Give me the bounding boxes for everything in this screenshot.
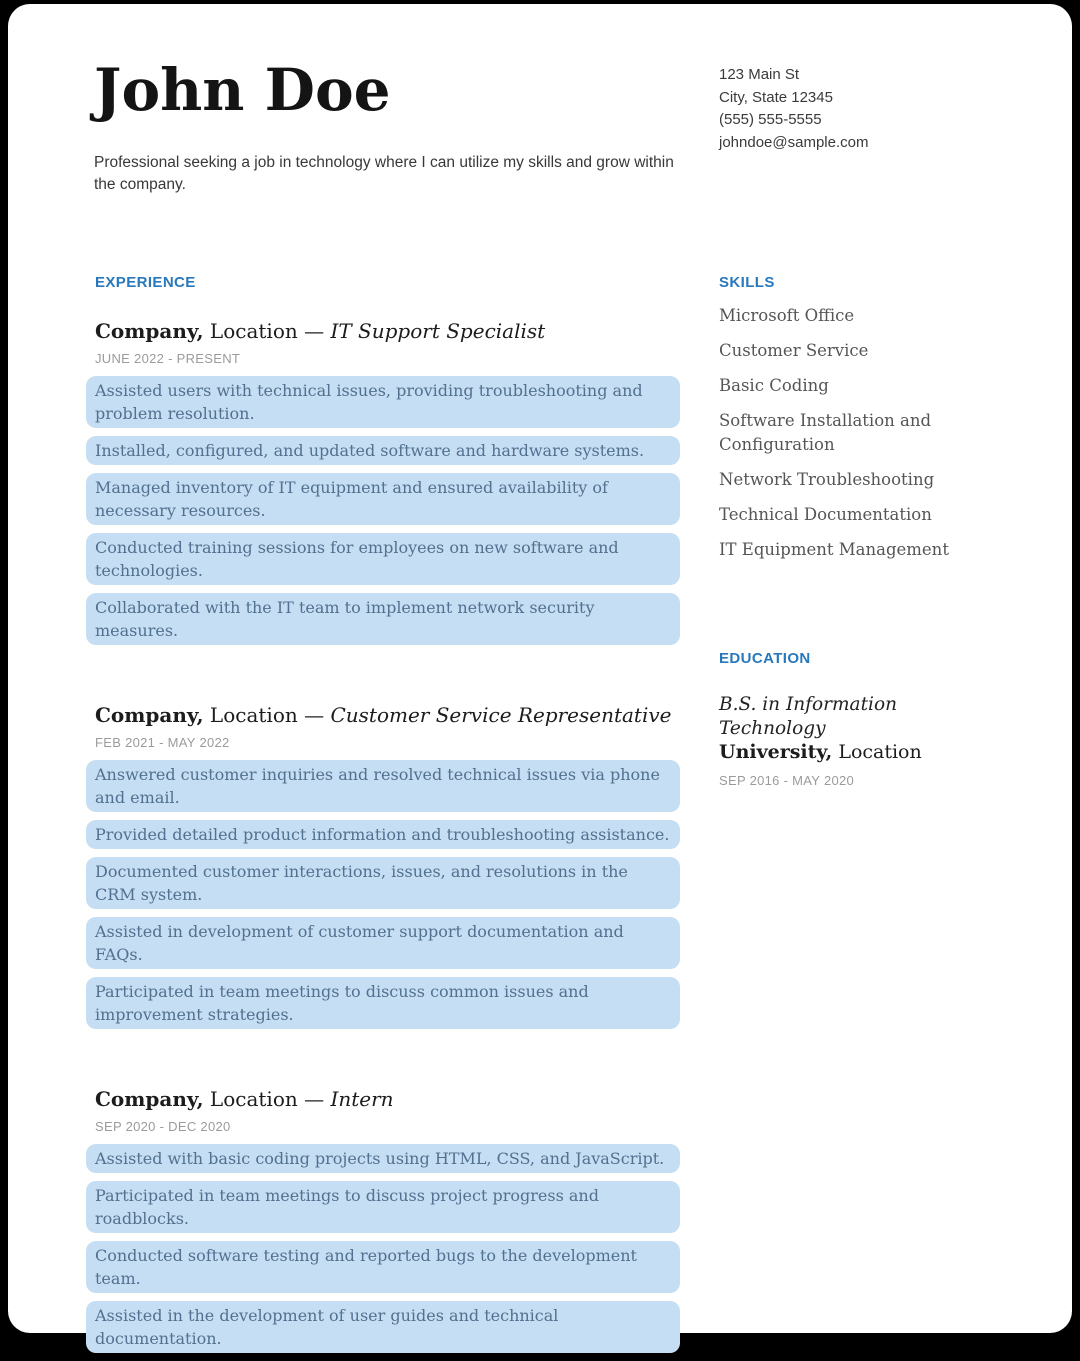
entry-location: Location — [203,1087,331,1111]
highlight-pill[interactable]: Conducted software testing and reported bugs to the development team. [86,1241,680,1293]
entry-title [95,702,680,728]
education-heading: EDUCATION [719,650,811,667]
entry-bullets [86,376,680,645]
highlight-pill[interactable]: Assisted users with technical issues, providing troubleshooting and problem resolution. [86,376,680,428]
skills-list [719,304,949,562]
highlight-pill[interactable]: Assisted in the development of user guides and technical documentation. [86,1301,680,1353]
highlight-pill[interactable]: Assisted with basic coding projects using HTML, CSS, and JavaScript. [86,1144,680,1173]
entry-location: Location — [203,319,331,343]
highlight-pill[interactable]: Documented customer interactions, issues, and resolutions in the CRM system. [86,857,680,909]
entry-role: Intern [330,1087,394,1111]
highlight-pill[interactable]: Provided detailed product information and troubleshooting assistance. [86,820,680,849]
summary-text: Professional seeking a job in technology where I can utilize my skills and grow within the company. [94,154,674,193]
education-degree: B.S. in Information Technology [719,694,897,739]
entry-title [95,1086,680,1112]
entry-company: Company, [95,1087,204,1111]
resume-page [8,4,1072,1348]
experience-entry [86,702,680,1029]
education-dates: SEP 2016 - MAY 2020 [719,773,855,788]
experience-entry [86,318,680,645]
contact-city: City, State 12345 [719,88,833,106]
skill-item: Software Installation and Configuration [719,411,932,454]
skill-item: Customer Service [719,341,869,360]
entry-title [95,318,680,344]
education-school [719,740,949,765]
entry-role: Customer Service Representative [330,703,672,727]
sidebar-column [719,274,949,788]
contact-street: 123 Main St [719,66,800,83]
highlight-pill[interactable]: Managed inventory of IT equipment and ensured availability of necessary resources. [86,473,680,525]
page-title: John Doe [94,56,391,124]
entry-company: Company, [95,703,204,727]
skill-item: IT Equipment Management [719,540,949,559]
entry-role: IT Support Specialist [330,319,546,343]
skill-item: Basic Coding [719,376,829,395]
entry-dates: FEB 2021 - MAY 2022 [95,735,230,750]
contact-phone: (555) 555-5555 [719,111,822,128]
entry-dates: JUNE 2022 - PRESENT [95,351,241,366]
skills-heading: SKILLS [719,274,775,291]
contact-block [719,64,868,154]
highlight-pill[interactable]: Answered customer inquiries and resolved technical issues via phone and email. [86,760,680,812]
highlight-pill[interactable]: Collaborated with the IT team to implement network security measures. [86,593,680,645]
education-university: University, [719,741,833,763]
entry-bullets [86,760,680,1029]
highlight-pill[interactable]: Assisted in development of customer support documentation and FAQs. [86,917,680,969]
skill-item: Technical Documentation [719,505,932,524]
entry-dates: SEP 2020 - DEC 2020 [95,1119,231,1134]
highlight-pill[interactable]: Conducted training sessions for employees on new software and technologies. [86,533,680,585]
highlight-pill[interactable]: Installed, configured, and updated software and hardware systems. [86,436,680,465]
education-section [719,650,949,788]
experience-section [86,274,680,1361]
skills-section [719,274,949,562]
entry-bullets [86,1144,680,1353]
skill-item: Microsoft Office [719,306,855,325]
contact-email: johndoe@sample.com [719,133,869,151]
experience-entry [86,1086,680,1353]
entry-company: Company, [95,319,204,343]
entry-location: Location — [203,703,331,727]
education-location: Location [832,741,922,763]
highlight-pill[interactable]: Participated in team meetings to discuss common issues and improvement strategies. [86,977,680,1029]
skill-item: Network Troubleshooting [719,470,935,489]
highlight-pill[interactable]: Participated in team meetings to discuss project progress and roadblocks. [86,1181,680,1233]
experience-heading: EXPERIENCE [95,274,196,291]
